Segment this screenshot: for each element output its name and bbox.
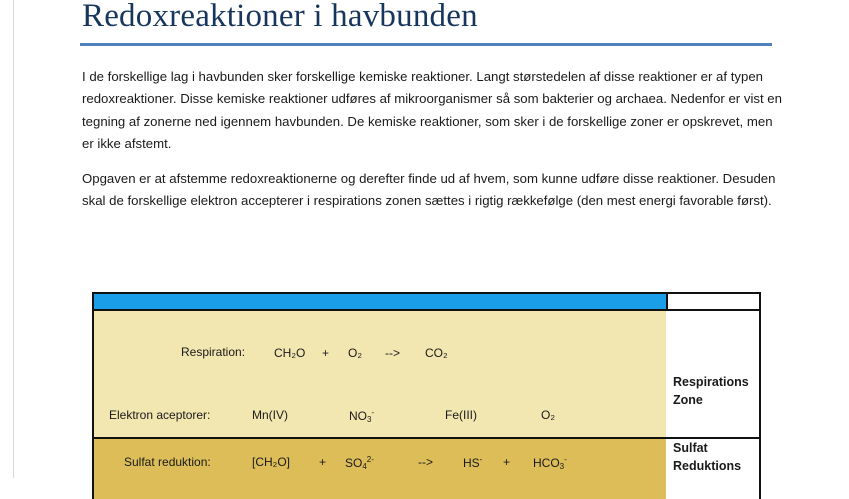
page-margin-line bbox=[13, 0, 14, 478]
sulfate-product-hco3: $HCO_3^-$ bbox=[533, 455, 567, 471]
electron-acceptor-label: Elektron aceptorer: bbox=[109, 408, 211, 422]
water-column-band bbox=[92, 292, 666, 311]
seabed-zone-diagram bbox=[92, 292, 761, 492]
sulfate-reactant-so4: $SO_4^{2-}$ bbox=[345, 455, 374, 471]
respiration-zone-label: Respirations Zone bbox=[673, 375, 749, 407]
title-underline bbox=[80, 43, 772, 46]
sulfate-product-hs: HS- bbox=[463, 455, 483, 470]
respiration-reaction-label: Respiration: bbox=[181, 345, 246, 359]
acceptor-no3: $NO_3^-$ bbox=[349, 408, 375, 424]
diagram-header-label-cell bbox=[666, 292, 761, 311]
respiration-arrow: --> bbox=[385, 346, 400, 360]
sulfate-zone-label-cell bbox=[666, 439, 761, 499]
task-paragraph: Opgaven er at afstemme redoxreaktionerne og derefter finde ud af hvem, som kunne udføre disse reaktioner. Desuden skal de forskellige elektron accepterer i respirations zonen sættes i rigtig rækkefølge (den mest energi favorable først). bbox=[82, 171, 776, 209]
respiration-plus: + bbox=[322, 346, 330, 360]
acceptor-o2: O₂ bbox=[541, 408, 555, 422]
respiration-reactant-o2: O₂ bbox=[348, 346, 362, 360]
sulfate-arrow: --> bbox=[418, 455, 433, 469]
acceptor-mn-iv: Mn(IV) bbox=[252, 408, 288, 422]
page-title: Redoxreaktioner i havbunden bbox=[82, 0, 478, 34]
respiration-zone bbox=[92, 311, 668, 439]
respiration-product-co2: CO₂ bbox=[425, 346, 448, 360]
acceptor-fe-iii: Fe(III) bbox=[445, 408, 477, 422]
sulfate-plus-2: + bbox=[503, 455, 511, 469]
sulfate-zone-label: Sulfat Reduktions bbox=[673, 441, 742, 473]
sulfate-reduction-zone bbox=[92, 439, 668, 499]
sulfate-plus-1: + bbox=[319, 455, 327, 469]
sulfate-reactant-ch2o: [CH₂O] bbox=[252, 455, 290, 469]
respiration-reactant-ch2o: CH₂O bbox=[274, 346, 306, 360]
respiration-zone-label-cell bbox=[666, 311, 761, 439]
sulfate-reaction-label: Sulfat reduktion: bbox=[124, 455, 211, 469]
intro-paragraph: I de forskellige lag i havbunden sker forskellige kemiske reaktioner. Langt størstedelen af disse reaktioner er af typen redoxreaktioner. Disse kemiske reaktioner udføres af mikroorganismer så som bakterier og archaea. Nedenfor er vist en tegning af zonerne ned igennem havbunden. De kemiske reaktioner, som sker i de forskellige zoner er opskrevet, men er ikke afstemt. bbox=[82, 69, 782, 152]
